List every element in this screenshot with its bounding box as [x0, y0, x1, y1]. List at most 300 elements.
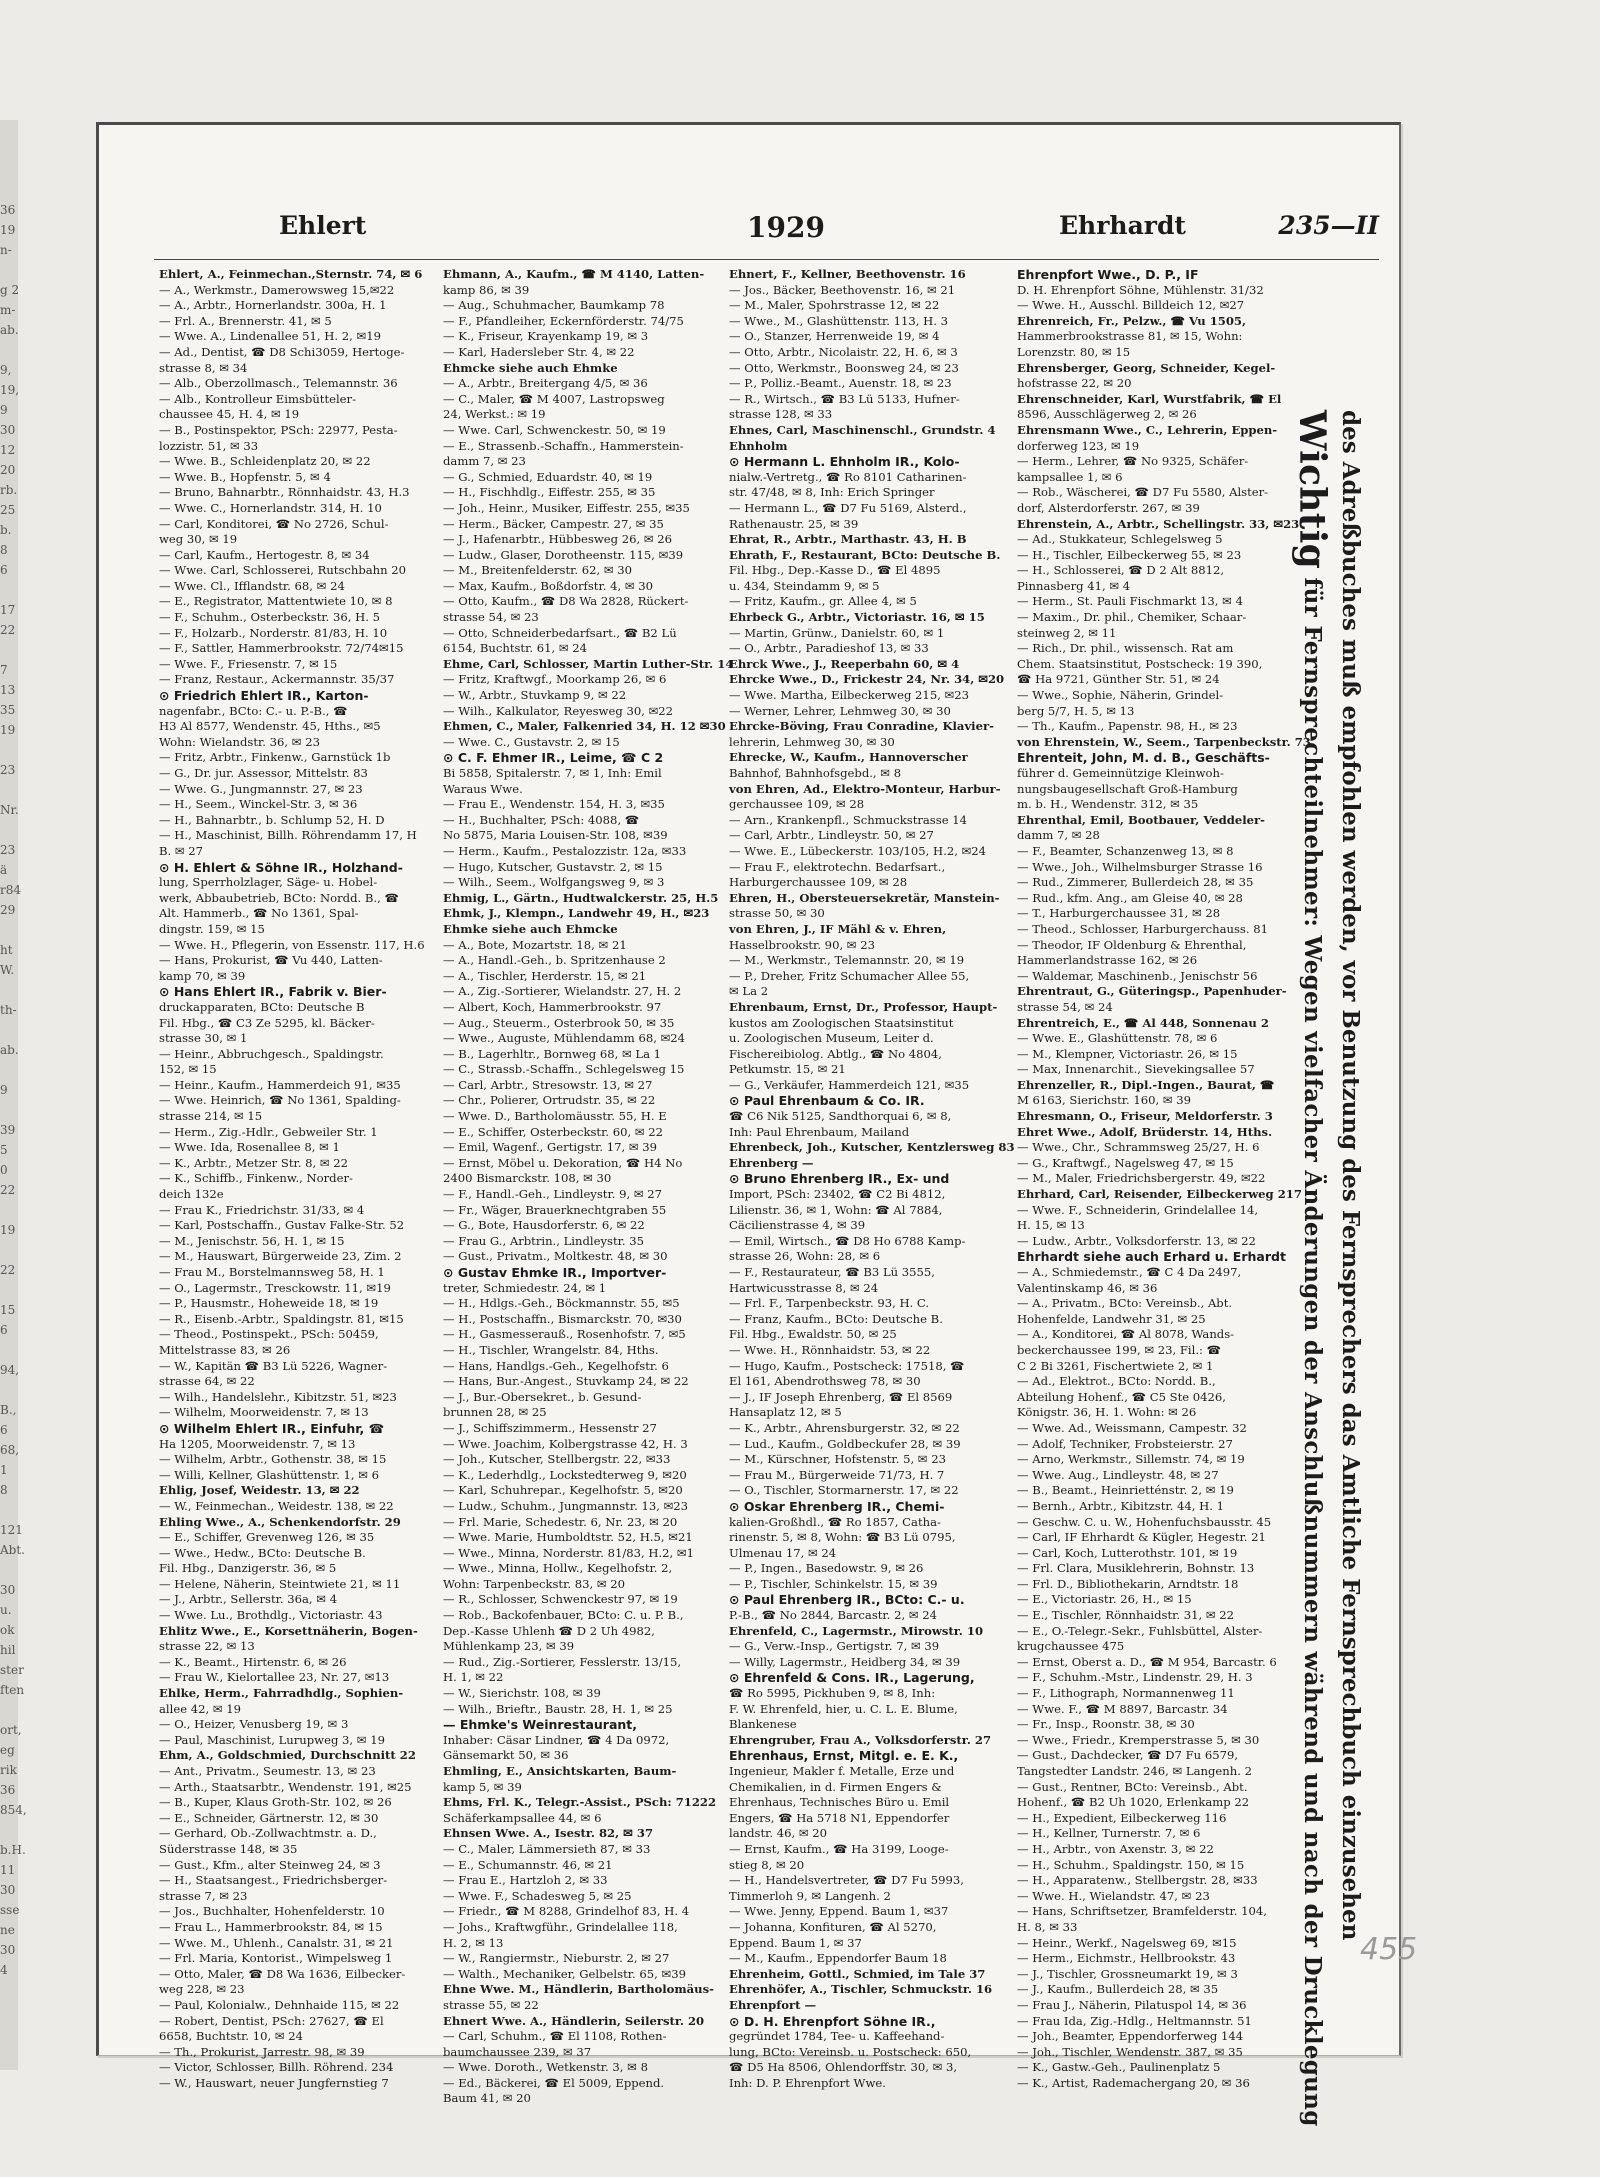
directory-entry: Ehret Wwe., Adolf, Brüderstr. 14, Hths. [1017, 1124, 1273, 1139]
directory-entry: M 6163, Sierichstr. 160, ✉ 39 [1017, 1093, 1192, 1108]
directory-entry: — Ludw., Arbtr., Volksdorferstr. 13, ✉ 22 [1017, 1233, 1256, 1248]
directory-entry: — Wwe., Friedr., Kremperstrasse 5, ✉ 30 [1017, 1732, 1260, 1747]
directory-entry: — Rich., Dr. phil., wissensch. Rat am [1017, 641, 1234, 656]
directory-entry: — C., Maler, Lämmersieth 87, ✉ 33 [443, 1841, 651, 1856]
fragment-text [0, 740, 24, 760]
directory-entry: Ehlke, Herm., Fahrradhdlg., Sophien- [159, 1686, 404, 1701]
directory-entry: — J., Kaufm., Bullerdeich 28, ✉ 35 [1017, 1982, 1219, 1997]
directory-entry: ⊙ Bruno Ehrenberg IR., Ex- und [729, 1171, 950, 1187]
directory-entry: nagenfabr., BCto: C.- u. P.-B., ☎ [159, 703, 348, 718]
fragment-text: ab. [0, 323, 19, 337]
fragment-text: rik [0, 1763, 17, 1777]
fragment-text [0, 780, 24, 800]
directory-entry: — Otto, Maler, ☎ D8 Wa 1636, Eilbecker- [159, 1966, 406, 1981]
directory-entry: Ehrenheim, Gottl., Schmied, im Tale 37 [729, 1966, 986, 1981]
directory-entry: — F., Schuhm., Osterbeckstr. 36, H. 5 [159, 610, 381, 625]
directory-entry: H. 8, ✉ 33 [1017, 1919, 1078, 1934]
directory-entry: — F., Holzarb., Norderstr. 81/83, H. 10 [159, 625, 388, 640]
directory-entry: — Willi, Kellner, Glashüttenstr. 1, ✉ 6 [159, 1467, 379, 1482]
directory-entry: chaussee 45, H. 4, ✉ 19 [159, 407, 300, 422]
directory-entry: 6658, Buchtstr. 10, ✉ 24 [159, 2029, 304, 2044]
directory-entry: gerchaussee 109, ✉ 28 [729, 797, 865, 812]
page-header [139, 211, 1379, 251]
fragment-text: ften [0, 1683, 25, 1697]
fragment-text: 36 [0, 203, 16, 217]
fragment-text: b. [0, 523, 12, 537]
directory-entry: Waraus Wwe. [443, 781, 523, 796]
directory-entry: — Aug., Steuerm., Osterbrook 50, ✉ 35 [443, 1015, 675, 1030]
fragment-text: 22 [0, 1263, 16, 1277]
directory-entry: ⊙ Wilhelm Ehlert IR., Einfuhr, ☎ [159, 1420, 385, 1436]
directory-entry: — Willy, Lagermstr., Heidberg 34, ✉ 39 [729, 1654, 961, 1669]
directory-entry: — F., Schuhm.-Mstr., Lindenstr. 29, H. 3 [1017, 1670, 1253, 1685]
directory-entry: — Carl, Arbtr., Lindleystr. 50, ✉ 27 [729, 828, 934, 843]
directory-entry: — Arn., Krankenpfl., Schmuckstrasse 14 [729, 812, 968, 827]
directory-entry: El 161, Abendrothsweg 78, ✉ 30 [729, 1374, 921, 1389]
directory-entry: — Jos., Bäcker, Beethovenstr. 16, ✉ 21 [729, 282, 956, 297]
directory-entry: — Frau E., Wendenstr. 154, H. 3, ✉35 [443, 797, 665, 812]
directory-entry: Valentinskamp 46, ✉ 36 [1017, 1280, 1158, 1295]
directory-entry: Ehmann, A., Kaufm., ☎ M 4140, Latten- [443, 267, 705, 281]
directory-entry: — F., Restaurateur, ☎ B3 Lü 3555, [729, 1265, 935, 1279]
header-last-name: Ehrhardt [1059, 211, 1186, 240]
directory-entry: — E., Schneider, Gärtnerstr. 12, ✉ 30 [159, 1810, 379, 1825]
fragment-text [0, 1560, 24, 1580]
directory-entry: — H., Buchhalter, PSch: 4088, ☎ [443, 812, 640, 827]
directory-entry: — H., Gasmesserauß., Rosenhofstr. 7, ✉5 [443, 1327, 686, 1342]
directory-entry: — H., Tischler, Wrangelstr. 84, Hths. [443, 1342, 659, 1357]
directory-entry: Süderstrasse 148, ✉ 35 [159, 1841, 298, 1856]
fragment-text: rb. [0, 483, 18, 497]
directory-entry: Königstr. 36, H. 1. Wohn: ✉ 26 [1017, 1405, 1197, 1420]
directory-entry: — K., Friseur, Krayenkamp 19, ✉ 3 [443, 329, 649, 344]
directory-entry: m. b. H., Wendenstr. 312, ✉ 35 [1017, 797, 1199, 812]
directory-entry: strasse 30, ✉ 1 [159, 1031, 248, 1046]
directory-entry: — Geschw. C. u. W., Hohenfuchsbausstr. 45 [1017, 1514, 1272, 1529]
directory-entry: — Wwe. Marie, Humboldtstr. 52, H.5, ✉21 [443, 1530, 693, 1545]
directory-entry: — Herm., Zig.-Hdlr., Gebweiler Str. 1 [159, 1124, 378, 1139]
fragment-text: 6 [0, 563, 8, 577]
fragment-text: sse [0, 1903, 20, 1917]
directory-entry: — Hugo, Kutscher, Gustavstr. 2, ✉ 15 [443, 859, 663, 874]
directory-entry: — W., Hauswart, neuer Jungfernstieg 7 [159, 2075, 389, 2090]
notice-text-1: für Fernsprechteilnehmer: Wegen vielfacher Änderungen der Anschlußnummern während und nach der Drucklegung [1299, 577, 1326, 2127]
directory-entry: Ehrenstein, A., Arbtr., Schellingstr. 33, ✉23 [1017, 516, 1300, 531]
directory-entry: Fil. Hbg., Dep.-Kasse D., ☎ El 4895 [729, 563, 941, 578]
directory-entry: — A., Privatm., BCto: Vereinsb., Abt. [1017, 1296, 1233, 1311]
directory-entry: krugchaussee 475 [1017, 1639, 1125, 1654]
fragment-text [0, 1060, 24, 1080]
directory-entry: — Frl. D., Bibliothekarin, Arndtstr. 18 [1017, 1576, 1239, 1591]
directory-entry: — G., Kraftwgf., Nagelsweg 47, ✉ 15 [1017, 1155, 1234, 1170]
directory-entry: Ehm, A., Goldschmied, Durchschnitt 22 [159, 1748, 416, 1763]
directory-entry: H. 1, ✉ 22 [443, 1670, 504, 1685]
directory-entry: — Karl, Hadersleber Str. 4, ✉ 22 [443, 344, 635, 359]
directory-entry: — E., Strassenb.-Schaffn., Hammerstein- [443, 438, 684, 453]
directory-entry: Ehlert, A., Feinmechan.,Sternstr. 74, ✉ 6 [159, 267, 423, 281]
directory-entry: Ehrath, F., Restaurant, BCto: Deutsche B. [729, 547, 1001, 562]
directory-entry: — Hans, Bur.-Angest., Stuvkamp 24, ✉ 22 [443, 1374, 689, 1389]
directory-entry: Timmerloh 9, ✉ Langenh. 2 [729, 1888, 891, 1903]
directory-entry: — Otto, Schneiderbedarfsart., ☎ B2 Lü [443, 625, 677, 640]
directory-entry: Mühlenkamp 23, ✉ 39 [443, 1639, 575, 1654]
fragment-text: W. [0, 963, 15, 977]
directory-entry: — Wwe. E., Glashüttenstr. 78, ✉ 6 [1017, 1031, 1218, 1046]
fragment-text: b.H. [0, 1843, 26, 1857]
directory-entry: — E., Schumannstr. 46, ✉ 21 [443, 1857, 613, 1872]
fragment-text: B., [0, 1403, 17, 1417]
directory-entry: Ehrck Wwe., J., Reeperbahn 60, ✉ 4 [729, 656, 960, 671]
header-year: 1929 [747, 211, 825, 244]
directory-entry: — F., Pfandleiher, Eckernförderstr. 74/75 [443, 313, 684, 328]
directory-entry: strasse 54, ✉ 23 [443, 610, 539, 625]
directory-entry: — Gust., Dachdecker, ☎ D7 Fu 6579, [1017, 1748, 1239, 1763]
directory-entry: — Chr., Polierer, Ortrudstr. 35, ✉ 22 [443, 1093, 656, 1108]
column-4 [1017, 267, 1311, 2090]
directory-entry: B. ✉ 27 [159, 843, 204, 858]
fragment-text [0, 260, 24, 280]
directory-entry: Ehrenbaum, Ernst, Dr., Professor, Haupt- [729, 999, 998, 1014]
directory-entry: — H., Schlosserei, ☎ D 2 Alt 8812, [1017, 563, 1225, 578]
directory-entry: ☎ Ha 9721, Günther Str. 51, ✉ 24 [1017, 672, 1220, 687]
directory-entry: — Johs., Kraftwgführ., Grindelallee 118, [443, 1919, 678, 1934]
directory-entry: ⊙ Ehrenfeld & Cons. IR., Lagerung, [729, 1670, 975, 1686]
directory-entry: — A., Bote, Mozartstr. 18, ✉ 21 [443, 937, 627, 952]
fragment-text: 8 [0, 1483, 8, 1497]
directory-entry: — Joh., Beamter, Eppendorferweg 144 [1017, 2029, 1244, 2044]
directory-entry: — Heinr., Abbruchgesch., Spaldingstr. [159, 1046, 384, 1061]
directory-entry: — Carl, Arbtr., Stresowstr. 13, ✉ 27 [443, 1077, 653, 1092]
directory-entry: — Joh., Heinr., Musiker, Eiffestr. 255, ✉35 [443, 500, 690, 515]
directory-entry: Ehrenbeck, Joh., Kutscher, Kentzlersweg 83 [729, 1140, 1015, 1155]
directory-entry: — K., Schiffb., Finkenw., Norder- [159, 1171, 353, 1186]
directory-entry: — Fritz, Arbtr., Finkenw., Garnstück 1b [159, 750, 391, 765]
directory-entry: — Rud., Zimmerer, Bullerdeich 28, ✉ 35 [1017, 875, 1254, 890]
directory-entry: — Wilh., Seem., Wolfgangsweg 9, ✉ 3 [443, 875, 665, 890]
directory-entry: — Ad., Stukkateur, Schlegelsweg 5 [1017, 532, 1223, 547]
directory-entry: — A., Schmiedemstr., ☎ C 4 Da 2497, [1017, 1265, 1242, 1279]
directory-entry: deich 132e [159, 1187, 224, 1202]
header-rule [154, 259, 1379, 260]
directory-entry: — H., Apparatenw., Stellbergstr. 28, ✉33 [1017, 1873, 1258, 1888]
directory-entry: Ehmcke siehe auch Ehmke [443, 360, 618, 375]
directory-entry: Ulmenau 17, ✉ 24 [729, 1545, 837, 1560]
directory-entry: Ehmig, L., Gärtn., Hudtwalckerstr. 25, H.5 [443, 890, 719, 905]
directory-entry: damm 7, ✉ 23 [443, 454, 526, 469]
directory-entry: — M., Werkmstr., Telemannstr. 20, ✉ 19 [729, 953, 965, 968]
directory-entry: dorf, Alsterdorferstr. 267, ✉ 39 [1017, 500, 1200, 515]
directory-entry: Ehrenberg — [729, 1155, 814, 1170]
directory-entry: Fil. Hbg., Ewaldstr. 50, ✉ 25 [729, 1327, 897, 1342]
directory-entry: — Arth., Staatsarbtr., Wendenstr. 191, ✉25 [159, 1779, 412, 1794]
fragment-text: 23 [0, 763, 16, 777]
directory-entry: Gänsemarkt 50, ✉ 36 [443, 1748, 569, 1763]
directory-entry: Engers, ☎ Ha 5718 N1, Eppendorfer [729, 1810, 950, 1825]
directory-entry: — Frau J., Näherin, Pilatuspol 14, ✉ 36 [1017, 1997, 1247, 2012]
directory-entry: — Wwe., M., Glashüttenstr. 113, H. 3 [729, 313, 948, 328]
directory-entry: Ehrenschneider, Karl, Wurstfabrik, ☎ El [1017, 391, 1282, 406]
directory-entry: steinweg 2, ✉ 11 [1017, 625, 1117, 640]
directory-entry: — P., Polliz.-Beamt., Auenstr. 18, ✉ 23 [729, 376, 952, 391]
directory-entry: — Frau Ida, Zig.-Hdlg., Heltmannstr. 51 [1017, 2013, 1252, 2028]
directory-entry: — A., Arbtr., Breitergang 4/5, ✉ 36 [443, 376, 648, 391]
directory-entry: strasse 128, ✉ 33 [729, 407, 833, 422]
directory-entry: kalien-Großhdl., ☎ Ro 1857, Catha- [729, 1514, 941, 1529]
directory-entry: — K., Gastw.-Geh., Paulinenplatz 5 [1017, 2060, 1221, 2075]
directory-entry: — W., Arbtr., Stuvkamp 9, ✉ 22 [443, 688, 627, 703]
directory-entry: — Wwe. H., Pflegerin, von Essenstr. 117, H.6 [159, 937, 425, 952]
directory-entry: 2400 Bismarckstr. 108, ✉ 30 [443, 1171, 612, 1186]
directory-entry: — Wwe. F., Schadesweg 5, ✉ 25 [443, 1888, 632, 1903]
directory-entry: Ehmling, E., Ansichtskarten, Baum- [443, 1764, 677, 1778]
header-page-number: 235—II [1278, 211, 1379, 240]
directory-entry: — Bruno, Bahnarbtr., Rönnhaidstr. 43, H.3 [159, 485, 410, 500]
directory-entry: — Herm., Eichmstr., Hellbrookstr. 43 [1017, 1951, 1236, 1966]
directory-entry: — Gust., Rentner, BCto: Vereinsb., Abt. [1017, 1779, 1248, 1794]
directory-entry: dorferweg 123, ✉ 19 [1017, 438, 1140, 453]
directory-entry: Rathenaustr. 25, ✉ 39 [729, 516, 859, 531]
directory-entry: ⊙ C. F. Ehmer IR., Leime, ☎ C 2 [443, 750, 664, 766]
directory-entry: lozzistr. 51, ✉ 33 [159, 438, 259, 453]
directory-entry: — M., Maler, Spohrstrasse 12, ✉ 22 [729, 298, 940, 313]
directory-entry: — Emil, Wirtsch., ☎ D8 Ho 6788 Kamp- [729, 1233, 966, 1248]
directory-entry: — Wwe. D., Bartholomäusstr. 55, H. E [443, 1109, 667, 1124]
fragment-text: 13 [0, 683, 16, 697]
directory-entry: — Wwe. H., Ausschl. Billdeich 12, ✉27 [1017, 298, 1245, 313]
directory-entry: — Frl. Marie, Schedestr. 6, Nr. 23, ✉ 20 [443, 1514, 678, 1529]
directory-entry: — Frl. Maria, Kontorist., Wimpelsweg 1 [159, 1951, 393, 1966]
directory-entry: Wohn: Wielandstr. 36, ✉ 23 [159, 734, 320, 749]
header-first-name: Ehlert [279, 211, 367, 240]
directory-entry: — Max, Innenarchit., Sievekingsallee 57 [1017, 1062, 1255, 1077]
directory-entry: — R., Schlosser, Schwenckestr 97, ✉ 19 [443, 1592, 678, 1607]
directory-entry: strasse 8, ✉ 34 [159, 360, 248, 375]
pencil-annotation: 455 [1360, 1932, 1418, 1967]
directory-entry: kustos am Zoologischen Staatsinstitut [729, 1015, 954, 1030]
directory-entry: — Theodor, IF Oldenburg & Ehrenthal, [1017, 937, 1247, 952]
directory-entry: ⊙ H. Ehlert & Söhne IR., Holzhand- [159, 859, 403, 875]
directory-entry: — Gust., Privatm., Moltkestr. 48, ✉ 30 [443, 1249, 668, 1264]
directory-entry: Hartwicusstrasse 8, ✉ 24 [729, 1280, 879, 1295]
directory-entry: — G., Dr. jur. Assessor, Mittelstr. 83 [159, 766, 368, 780]
fragment-text: 25 [0, 503, 16, 517]
directory-entry: kampsallee 1, ✉ 6 [1017, 469, 1123, 484]
fragment-text [0, 1380, 24, 1400]
fragment-text: 5 [0, 1143, 8, 1157]
directory-entry: — E., Tischler, Rönnhaidstr. 31, ✉ 22 [1017, 1608, 1235, 1623]
directory-entry: — Ernst, Kaufm., ☎ Ha 3199, Looge- [729, 1841, 949, 1856]
fragment-text: ort, [0, 1723, 22, 1737]
directory-entry: — G., Schmied, Eduardstr. 40, ✉ 19 [443, 469, 653, 484]
fragment-text: 1 [0, 1463, 8, 1477]
directory-entry: Hammerlandstrasse 162, ✉ 26 [1017, 953, 1198, 968]
directory-entry: — Herm., Kaufm., Pestalozzistr. 12a, ✉33 [443, 843, 687, 858]
directory-entry: — Wilh., Brieftr., Baustr. 28, H. 1, ✉ 25 [443, 1701, 673, 1716]
directory-entry: — Frau L., Hammerbrookstr. 84, ✉ 15 [159, 1919, 383, 1934]
directory-entry: — Max, Kaufm., Boßdorfstr. 4, ✉ 30 [443, 578, 653, 593]
fragment-text: 36 [0, 1783, 16, 1797]
directory-entry: Ehrhardt siehe auch Erhard u. Erhardt [1017, 1249, 1286, 1265]
directory-entry: — O., Lagermstr., Tresckowstr. 11, ✉19 [159, 1280, 391, 1295]
fragment-text: g 2 [0, 283, 20, 297]
directory-entry: — Albert, Koch, Hammerbrookstr. 97 [443, 999, 662, 1014]
directory-entry: — Rud., Zig.-Sortierer, Fesslerstr. 13/15, [443, 1654, 682, 1669]
fragment-text: 29 [0, 903, 16, 917]
directory-entry: — Theod., Postinspekt., PSch: 50459, [159, 1327, 379, 1342]
directory-entry: — J., Bur.-Obersekret., b. Gesund- [443, 1389, 642, 1404]
directory-entry: — H., Postschaffn., Bismarckstr. 70, ✉30 [443, 1311, 682, 1326]
fragment-text: 6 [0, 1423, 8, 1437]
directory-entry: — Helene, Näherin, Steintwiete 21, ✉ 11 [159, 1576, 401, 1591]
directory-entry: weg 228, ✉ 23 [159, 1982, 245, 1997]
directory-entry: — M., Kaufm., Eppendorfer Baum 18 [729, 1951, 947, 1966]
directory-entry: — Wwe. Lu., Brothdlg., Victoriastr. 43 [159, 1608, 383, 1623]
directory-entry: 6154, Buchtstr. 61, ✉ 24 [443, 641, 588, 656]
directory-entry: — H., Expedient, Eilbeckerweg 116 [1017, 1810, 1227, 1825]
directory-entry: D. H. Ehrenpfort Söhne, Mühlenstr. 31/32 [1017, 282, 1264, 297]
directory-entry: — Joh., Tischler, Wendenstr. 387, ✉ 35 [1017, 2044, 1243, 2059]
directory-entry: — H., Fischhdlg., Eiffestr. 255, ✉ 35 [443, 485, 656, 500]
directory-entry: Ehrecke, W., Kaufm., Hannoverscher [729, 750, 968, 765]
fragment-text: 9, [0, 363, 12, 377]
directory-entry: Ehlig, Josef, Weidestr. 13, ✉ 22 [159, 1483, 360, 1498]
directory-entry: Ehnert, F., Kellner, Beethovenstr. 16 [729, 267, 966, 281]
directory-entry: Ehrensberger, Georg, Schneider, Kegel- [1017, 360, 1276, 375]
directory-entry: — Franz, Restaur., Ackermannstr. 35/37 [159, 672, 395, 687]
directory-entry: — Fr., Insp., Roonstr. 38, ✉ 30 [1017, 1717, 1195, 1732]
directory-entry: Ingenieur, Makler f. Metalle, Erze und [729, 1764, 955, 1778]
directory-entry: lehrerin, Lehmweg 30, ✉ 30 [729, 734, 895, 749]
fragment-text: 30 [0, 423, 16, 437]
directory-entry: — W., Kapitän ☎ B3 Lü 5226, Wagner- [159, 1358, 388, 1373]
directory-entry: — F., Lithograph, Normannenweg 11 [1017, 1686, 1235, 1701]
directory-entry: Tangstedter Landstr. 246, ✉ Langenh. 2 [1017, 1764, 1252, 1778]
directory-entry: Ehme, Carl, Schlosser, Martin Luther-Str. 14 [443, 656, 734, 671]
directory-entry: — Wwe. M., Uhlenh., Canalstr. 31, ✉ 21 [159, 1935, 394, 1950]
directory-entry: Ehrenfeld, C., Lagermstr., Mirowstr. 10 [729, 1623, 984, 1638]
directory-entry: — K., Beamt., Hirtenstr. 6, ✉ 26 [159, 1654, 347, 1669]
directory-entry: — Walth., Mechaniker, Gelbelstr. 65, ✉39 [443, 1966, 686, 1981]
fragment-text: th- [0, 1003, 17, 1017]
directory-entry: — Wwe., Minna, Hollw., Kegelhofstr. 2, [443, 1561, 673, 1576]
directory-entry: ⊙ Paul Ehrenbaum & Co. IR. [729, 1093, 925, 1109]
directory-entry: — E., Registrator, Mattentwiete 10, ✉ 8 [159, 594, 393, 609]
fragment-text [0, 1820, 24, 1840]
directory-entry: — G., Verkäufer, Hammerdeich 121, ✉35 [729, 1077, 970, 1092]
directory-entry: Ehrenpfort Wwe., D. P., IF [1017, 267, 1199, 282]
directory-entry: H. 15, ✉ 13 [1017, 1218, 1085, 1233]
directory-entry: H. 2, ✉ 13 [443, 1935, 504, 1950]
directory-entry: — Victor, Schlosser, Billh. Röhrend. 234 [159, 2060, 394, 2075]
directory-entry: — K., Lederhdlg., Lockstedterweg 9, ✉20 [443, 1467, 687, 1482]
directory-entry: — Frau E., Hartzloh 2, ✉ 33 [443, 1873, 608, 1888]
directory-entry: Ehrenteit, John, M. d. B., Geschäfts- [1017, 750, 1270, 766]
directory-entry: hofstrasse 22, ✉ 20 [1017, 376, 1132, 391]
fragment-text [0, 1500, 24, 1520]
directory-entry: ⊙ D. H. Ehrenpfort Söhne IR., [729, 2013, 936, 2029]
directory-entry: — Wwe. Jenny, Eppend. Baum 1, ✉37 [729, 1904, 949, 1919]
directory-entry: — Gerhard, Ob.-Zollwachtmstr. a. D., [159, 1826, 377, 1841]
directory-entry: P.-B., ☎ No 2844, Barcastr. 2, ✉ 24 [729, 1608, 937, 1623]
directory-entry: — Wwe. H., Wielandstr. 47, ✉ 23 [1017, 1888, 1210, 1903]
directory-entry: ☎ C6 Nik 5125, Sandthorquai 6, ✉ 8, [729, 1109, 952, 1124]
directory-entry: — Fritz, Kaufm., gr. Allee 4, ✉ 5 [729, 594, 917, 609]
directory-entry: strasse 55, ✉ 22 [443, 1997, 539, 2012]
fragment-text: hil [0, 1643, 16, 1657]
fragment-text: n- [0, 243, 12, 257]
directory-entry: — Wwe., Auguste, Mühlendamm 68, ✉24 [443, 1031, 686, 1046]
fragment-text [0, 1200, 24, 1220]
directory-entry: — Waldemar, Maschinenb., Jenischstr 56 [1017, 968, 1258, 983]
directory-entry: — H., Seem., Winckel-Str. 3, ✉ 36 [159, 797, 358, 812]
directory-entry: — Ed., Bäckerei, ☎ El 5009, Eppend. [443, 2075, 665, 2090]
directory-entry: — Wwe. B., Hopfenstr. 5, ✉ 4 [159, 469, 331, 484]
directory-entry: ☎ D5 Ha 8506, Ohlendorffstr. 30, ✉ 3, [729, 2060, 958, 2075]
directory-entry: — R., Eisenb.-Arbtr., Spaldingstr. 81, ✉15 [159, 1311, 404, 1326]
directory-entry: — T., Harburgerchaussee 31, ✉ 28 [1017, 906, 1221, 921]
directory-entry: Inh: D. P. Ehrenpfort Wwe. [729, 2075, 886, 2090]
directory-entry: — H., Staatsangest., Friedrichsberger- [159, 1873, 388, 1888]
directory-entry: — Frau F., elektrotechn. Bedarfsart., [729, 859, 946, 874]
directory-entry: allee 42, ✉ 19 [159, 1701, 242, 1716]
fragment-text: 19, [0, 383, 20, 397]
fragment-text: 35 [0, 703, 16, 717]
directory-entry: ⊙ Paul Ehrenberg IR., BCto: C.- u. [729, 1592, 965, 1608]
directory-entry: — Karl, Schuhrepar., Kegelhofstr. 5, ✉20 [443, 1483, 683, 1498]
directory-entry: — Carl, Konditorei, ☎ No 2726, Schul- [159, 516, 389, 531]
fragment-text [0, 1280, 24, 1300]
fragment-text: ster [0, 1663, 24, 1677]
fragment-text [0, 920, 24, 940]
fragment-text: 9 [0, 1083, 8, 1097]
directory-entry: Hohenfelde, Landwehr 31, ✉ 25 [1017, 1311, 1206, 1326]
directory-entry: Ehmke siehe auch Ehmcke [443, 921, 618, 936]
fragment-text: ab. [0, 1043, 19, 1057]
directory-entry: Import, PSch: 23402, ☎ C2 Bi 4812, [729, 1187, 946, 1202]
directory-entry: Ehrenpfort — [729, 1997, 817, 2012]
directory-entry: — Lud., Kaufm., Goldbeckufer 28, ✉ 39 [729, 1436, 961, 1451]
directory-entry: Ehrcke Wwe., D., Frickestr 24, Nr. 34, ✉20 [729, 672, 1005, 687]
directory-entry: Ehrensmann Wwe., C., Lehrerin, Eppen- [1017, 422, 1278, 437]
fragment-text: 30 [0, 1583, 16, 1597]
directory-entry: — J., Tischler, Grossneumarkt 19, ✉ 3 [1017, 1966, 1238, 1981]
fragment-text: 22 [0, 1183, 16, 1197]
directory-entry: Chem. Staatsinstitut, Postscheck: 19 390, [1017, 656, 1263, 671]
directory-entry: — Wwe. G., Jungmannstr. 27, ✉ 23 [159, 781, 363, 796]
directory-entry: Baum 41, ✉ 20 [443, 2091, 531, 2106]
fragment-text: 19 [0, 223, 16, 237]
directory-entry: Ehresmann, O., Friseur, Meldorferstr. 3 [1017, 1109, 1273, 1124]
directory-entry: — Fritz, Kraftwgf., Moorkamp 26, ✉ 6 [443, 672, 667, 687]
directory-entry: dingstr. 159, ✉ 15 [159, 921, 265, 936]
directory-entry: — Hans, Schriftsetzer, Bramfelderstr. 104, [1017, 1904, 1267, 1919]
directory-entry: Hammerbrookstrasse 81, ✉ 15, Wohn: [1017, 329, 1243, 344]
fragment-text [0, 1240, 24, 1260]
fragment-text: 4 [0, 1963, 8, 1977]
directory-entry: Ehrentraut, G., Güteringsp., Papenhuder- [1017, 984, 1287, 999]
directory-entry: — Carl, Schuhm., ☎ El 1108, Rothen- [443, 2029, 667, 2044]
directory-entry: — M., Kürschner, Hofstenstr. 5, ✉ 23 [729, 1452, 946, 1467]
directory-entry: — Wilh., Handelslehr., Kibitzstr. 51, ✉23 [159, 1389, 397, 1404]
fragment-text: 68, [0, 1443, 20, 1457]
directory-entry: — Gust., Kfm., alter Steinweg 24, ✉ 3 [159, 1857, 381, 1872]
directory-entry: — Theod., Schlosser, Harburgerchauss. 81 [1017, 921, 1268, 936]
directory-entry: Ehrbeck G., Arbtr., Victoriastr. 16, ✉ 15 [729, 610, 985, 625]
directory-entry: H3 Al 8577, Wendenstr. 45, Hths., ✉5 [159, 719, 381, 734]
directory-entry: — Heinr., Kaufm., Hammerdeich 91, ✉35 [159, 1077, 401, 1092]
fragment-text: eg [0, 1743, 15, 1757]
fragment-text: 15 [0, 1303, 16, 1317]
